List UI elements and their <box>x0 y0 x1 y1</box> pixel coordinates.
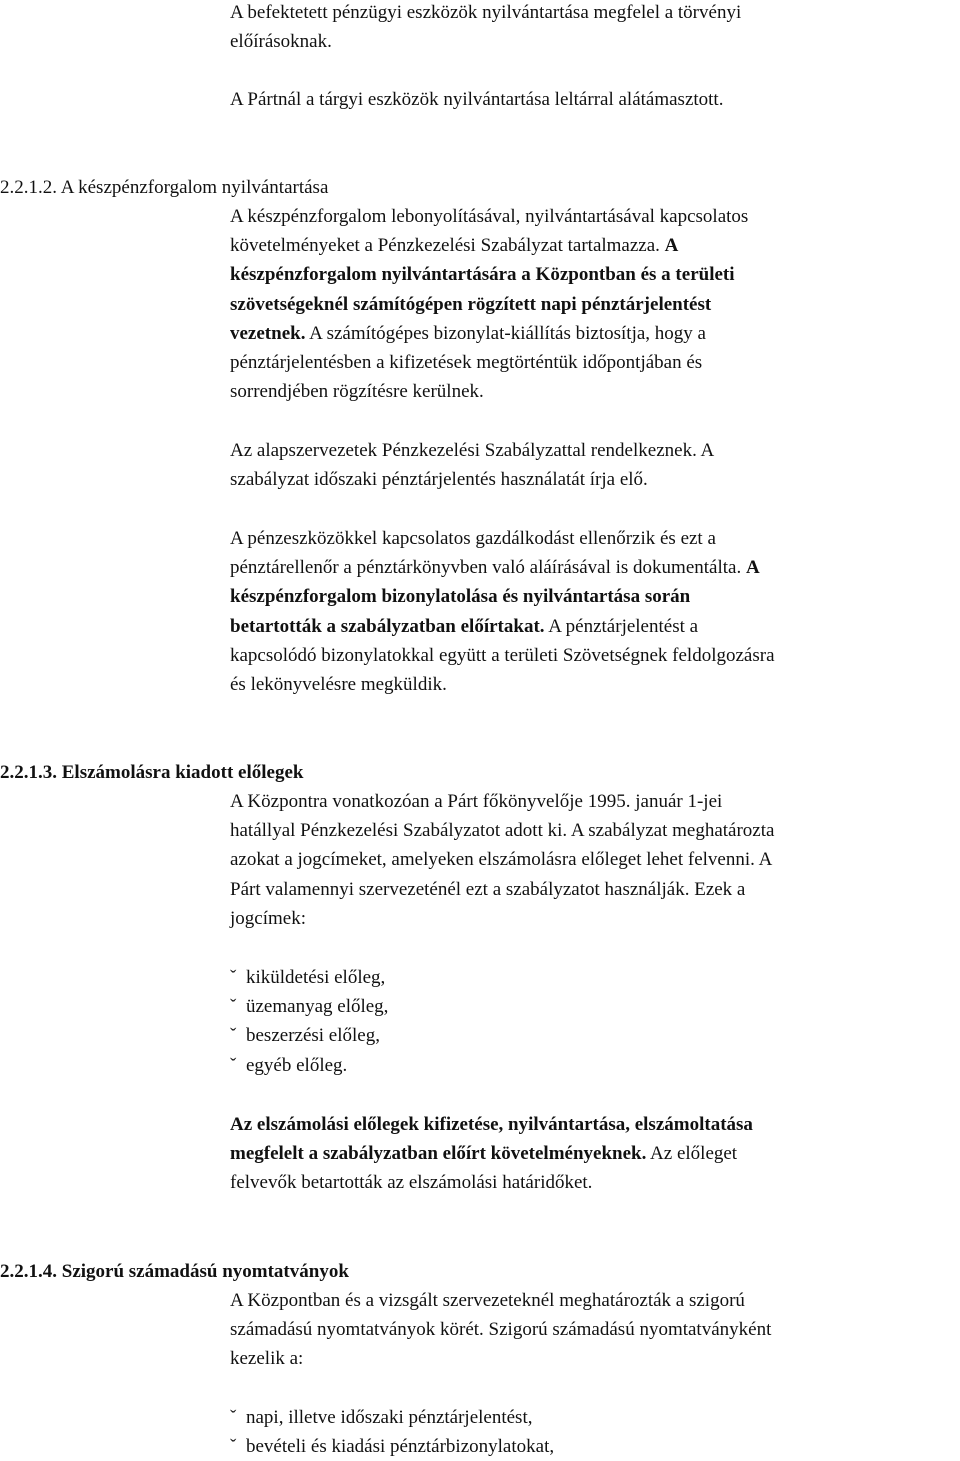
section-2212-paragraph-2: Az alapszervezetek Pénzkezelési Szabályzattal rendelkeznek. A szabályzat időszaki pénztárjelentés használatát írja elő. <box>230 440 715 491</box>
bullet-icon: ˇ <box>230 1054 237 1076</box>
bullet-icon: ˇ <box>230 1407 237 1428</box>
section-2213-paragraph-1: A Központra vonatkozóan a Párt főkönyvelője 1995. január 1-jei hatállyal Pénzkezelési Szabályzatot adott ki. A szabályzat meghatározta azokat a jogcímeket, amelyeken elszámolásra előleget lehet felvenni. A Párt valamennyi szervezeténél ezt a szabályzatot használják. Ezek a jogcímek: <box>230 791 775 929</box>
section-2214-list <box>230 1403 960 1461</box>
section-2214-paragraph-1: A Központban és a vizsgált szervezeteknél meghatározták a szigorú számadású nyomtatványok körét. Szigorú számadású nyomtatványként kezelik a: <box>230 1290 772 1370</box>
section-title: Elszámolásra kiadott előlegek <box>61 762 304 783</box>
section-heading-2212 <box>0 173 960 202</box>
list-item: ˇ bevételi és kiadási pénztárbizonylatokat, <box>230 1432 960 1461</box>
section-heading-2213 <box>0 758 960 787</box>
list-item: ˇ üzemanyag előleg, <box>230 992 960 1021</box>
section-number: 2.2.1.4. <box>0 1261 57 1282</box>
bullet-icon: ˇ <box>230 967 237 988</box>
section-title: Szigorú számadású nyomtatványok <box>61 1261 349 1282</box>
section-number: 2.2.1.2. <box>0 177 57 198</box>
section-2213-paragraph-2: Az elszámolási előlegek kifizetése, nyilvántartása, elszámoltatása megfelelt a szabályzatban előírt követelményeknek. Az előleget felvevők betartották az elszámolási határidőket. <box>230 1114 753 1194</box>
list-item: ˇ egyéb előleg. <box>230 1051 960 1080</box>
section-2213-list <box>230 963 960 1080</box>
section-2212-paragraph-3: A pénzeszközökkel kapcsolatos gazdálkodást ellenőrzik és ezt a pénztárellenőr a pénztárkönyvben való aláírásával is dokumentálta. A készpénzforgalom bizonylatolása és nyilvántartása során betartották a szabályzatban előírtakat. A pénztárjelentést a kapcsolódó bizonylatokkal együtt a területi Szövetségnek feldolgozásra és lekönyvelésre megküldik. <box>230 528 775 695</box>
list-item: ˇ napi, illetve időszaki pénztárjelentést, <box>230 1403 960 1432</box>
intro-paragraph-2: A Pártnál a tárgyi eszközök nyilvántartása leltárral alátámasztott. <box>230 89 724 110</box>
bullet-icon: ˇ <box>230 1436 237 1458</box>
bullet-icon: ˇ <box>230 1025 237 1047</box>
intro-paragraph-1: A befektetett pénzügyi eszközök nyilvántartása megfelel a törvényi előírásoknak. <box>230 2 742 53</box>
list-item: ˇ beszerzési előleg, <box>230 1021 960 1050</box>
section-number: 2.2.1.3. <box>0 762 57 783</box>
section-2212-paragraph-1: A készpénzforgalom lebonyolításával, nyilvántartásával kapcsolatos követelményeket a Pénzkezelési Szabályzat tartalmazza. A készpénzforgalom nyilvántartására a Központban és a területi szövetségeknél számítógépen rögzített napi pénztárjelentést vezetnek. A számítógépes bizonylat-kiállítás biztosítja, hogy a pénztárjelentésben a kifizetések megtörténtük időpontjában és sorrendjében rögzítésre kerülnek. <box>230 206 749 403</box>
bullet-icon: ˇ <box>230 996 237 1018</box>
list-item: ˇ kiküldetési előleg, <box>230 963 960 992</box>
section-title: A készpénzforgalom nyilvántartása <box>60 177 329 198</box>
section-heading-2214 <box>0 1257 960 1286</box>
